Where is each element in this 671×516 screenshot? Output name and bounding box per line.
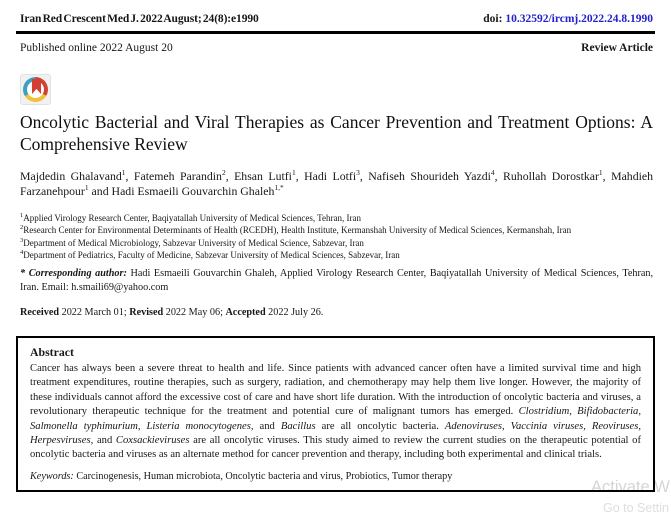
journal-logo-icon	[20, 74, 51, 105]
affiliation-text: Research Center for Environmental Determinants of Health (RCEDH), Health Institute, Kermanshah University of Medical Sciences, Kermanshah, Iran	[23, 225, 572, 236]
accepted-label: Accepted	[225, 307, 266, 318]
author-affil-ref: 1	[121, 168, 126, 178]
revised-label: Revised	[129, 307, 164, 318]
accepted-date: 2022 July 26.	[265, 307, 324, 318]
author: Hadi Esmaeili Gouvarchin Ghaleh	[111, 184, 275, 198]
abstract-segment: and	[93, 435, 116, 447]
author-affil-ref: 4	[490, 168, 495, 178]
doi-link[interactable]: 10.32592/ircmj.2022.24.8.1990	[505, 13, 653, 25]
keywords-label: Keywords:	[30, 470, 77, 482]
affiliation-number: 4	[20, 249, 24, 257]
author-affil-ref: 2	[221, 168, 226, 178]
author: Mahdieh Farzanehpour	[20, 169, 654, 198]
published-row	[20, 42, 653, 54]
affiliations	[20, 212, 653, 262]
corresponding-author	[20, 267, 653, 294]
affiliation-number: 1	[20, 212, 24, 219]
article-type-label: Review Article	[581, 42, 653, 54]
article-dates	[20, 307, 653, 318]
affiliation-number: 3	[20, 236, 24, 244]
abstract-box	[16, 336, 655, 492]
author-affil-ref: 3	[356, 168, 360, 178]
author-separator: ,	[125, 169, 134, 183]
author: Majdedin Ghalavand	[20, 169, 122, 183]
author: Fatemeh Parandin	[133, 169, 222, 183]
author-separator: and	[88, 184, 112, 198]
author-affil-ref: 1,*	[274, 183, 284, 193]
doi-label: doi:	[483, 13, 506, 25]
corresponding-author-text: Hadi Esmaeili Gouvarchin Ghaleh, Applied Virology Research Center, Baqiyatallah University of Medical Sciences, Tehran, Iran. Email: h.smaili69@yahoo.com	[20, 268, 653, 293]
author-list	[20, 169, 653, 199]
author-affil-ref: 1	[598, 168, 603, 178]
published-online-date: Published online 2022 August 20	[20, 42, 173, 54]
abstract-segment: are all oncolytic viruses. This study aimed to review the current studies on the therapeutic potential of oncolytic bacteria and viruses as an alternate method for cancer prevention and therapy, including both experimental and clinical trials.	[30, 435, 641, 461]
abstract-heading: Abstract	[30, 345, 74, 359]
corresponding-author-label: * Corresponding author:	[20, 268, 127, 279]
author-affil-ref: 1	[84, 183, 89, 193]
affiliation-text: Department of Medical Microbiology, Sabzevar University of Medical Science, Sabzevar, Iran	[23, 237, 364, 248]
author: Hadi Lotfi	[304, 169, 357, 183]
author-separator: ,	[359, 169, 369, 183]
affiliation	[20, 249, 653, 261]
article-title: Oncolytic Bacterial and Viral Therapies as Cancer Prevention and Treatment Options: A Comprehensive Review	[20, 112, 653, 154]
affiliation-number: 2	[20, 224, 24, 232]
author-separator: ,	[494, 169, 504, 183]
author-separator: ,	[225, 169, 235, 183]
abstract-segment: Cancer has always been a severe threat to health and life. Since patients with advanced cancer often have a limited survival time and high treatment expenditures, routine therapies, such as surgery, radiation, and chemotherapy may help them live longer. However, the majority of these individuals cannot afford the excessive cost of care and have short life duration. With the introduction of oncolytic bacteria and viruses, a revolutionary therapeutic technique for the treatment and potential cure of malignant tumors has emerged.	[30, 363, 641, 418]
affiliation	[20, 212, 653, 224]
doi	[483, 13, 653, 25]
author-affil-ref: 1	[291, 168, 296, 178]
author-separator: ,	[295, 169, 305, 183]
header-row	[20, 13, 653, 25]
journal-citation: Iran Red Crescent Med J. 2022 August; 24(8):e1990	[20, 13, 259, 25]
affiliation	[20, 224, 653, 236]
author: Ehsan Lutfi	[234, 169, 292, 183]
affiliation	[20, 237, 653, 249]
author: Nafiseh Shourideh Yazdi	[368, 169, 491, 183]
header-divider	[16, 31, 655, 34]
keywords-line	[30, 471, 641, 482]
affiliation-text: Applied Virology Research Center, Baqiyatallah University of Medical Sciences, Tehran, Iran	[23, 213, 362, 223]
author: Ruhollah Dorostkar	[503, 169, 599, 183]
abstract-segment-italic: Clostridium, Bifidobacteria, Salmonella typhimurium, Listeria monocytogenes,	[30, 406, 641, 432]
author-separator: ,	[602, 169, 612, 183]
affiliation-text: Department of Pediatrics, Faculty of Medicine, Sabzevar University of Medical Sciences, Sabzevar, Iran	[23, 250, 400, 261]
received-label: Received	[20, 307, 60, 318]
abstract-segment-italic: Bacillus	[280, 420, 316, 432]
activate-windows-watermark: Activate W	[591, 478, 670, 496]
keywords-text: Carcinogenesis, Human microbiota, Oncolytic bacteria and virus, Probiotics, Tumor therapy	[76, 470, 453, 482]
abstract-segment-italic: Coxsackieviruses	[115, 435, 190, 447]
go-to-settings-watermark: Go to Settin	[603, 501, 670, 515]
abstract-text	[30, 362, 641, 463]
revised-date: 2022 May 06;	[163, 307, 226, 318]
received-date: 2022 March 01;	[59, 307, 130, 318]
abstract-segment-italic: Adenoviruses, Vaccinia viruses, Reoviruses, Herpesviruses,	[30, 420, 642, 447]
abstract-segment: and	[253, 420, 281, 432]
abstract-segment: are all oncolytic bacteria.	[315, 420, 445, 432]
